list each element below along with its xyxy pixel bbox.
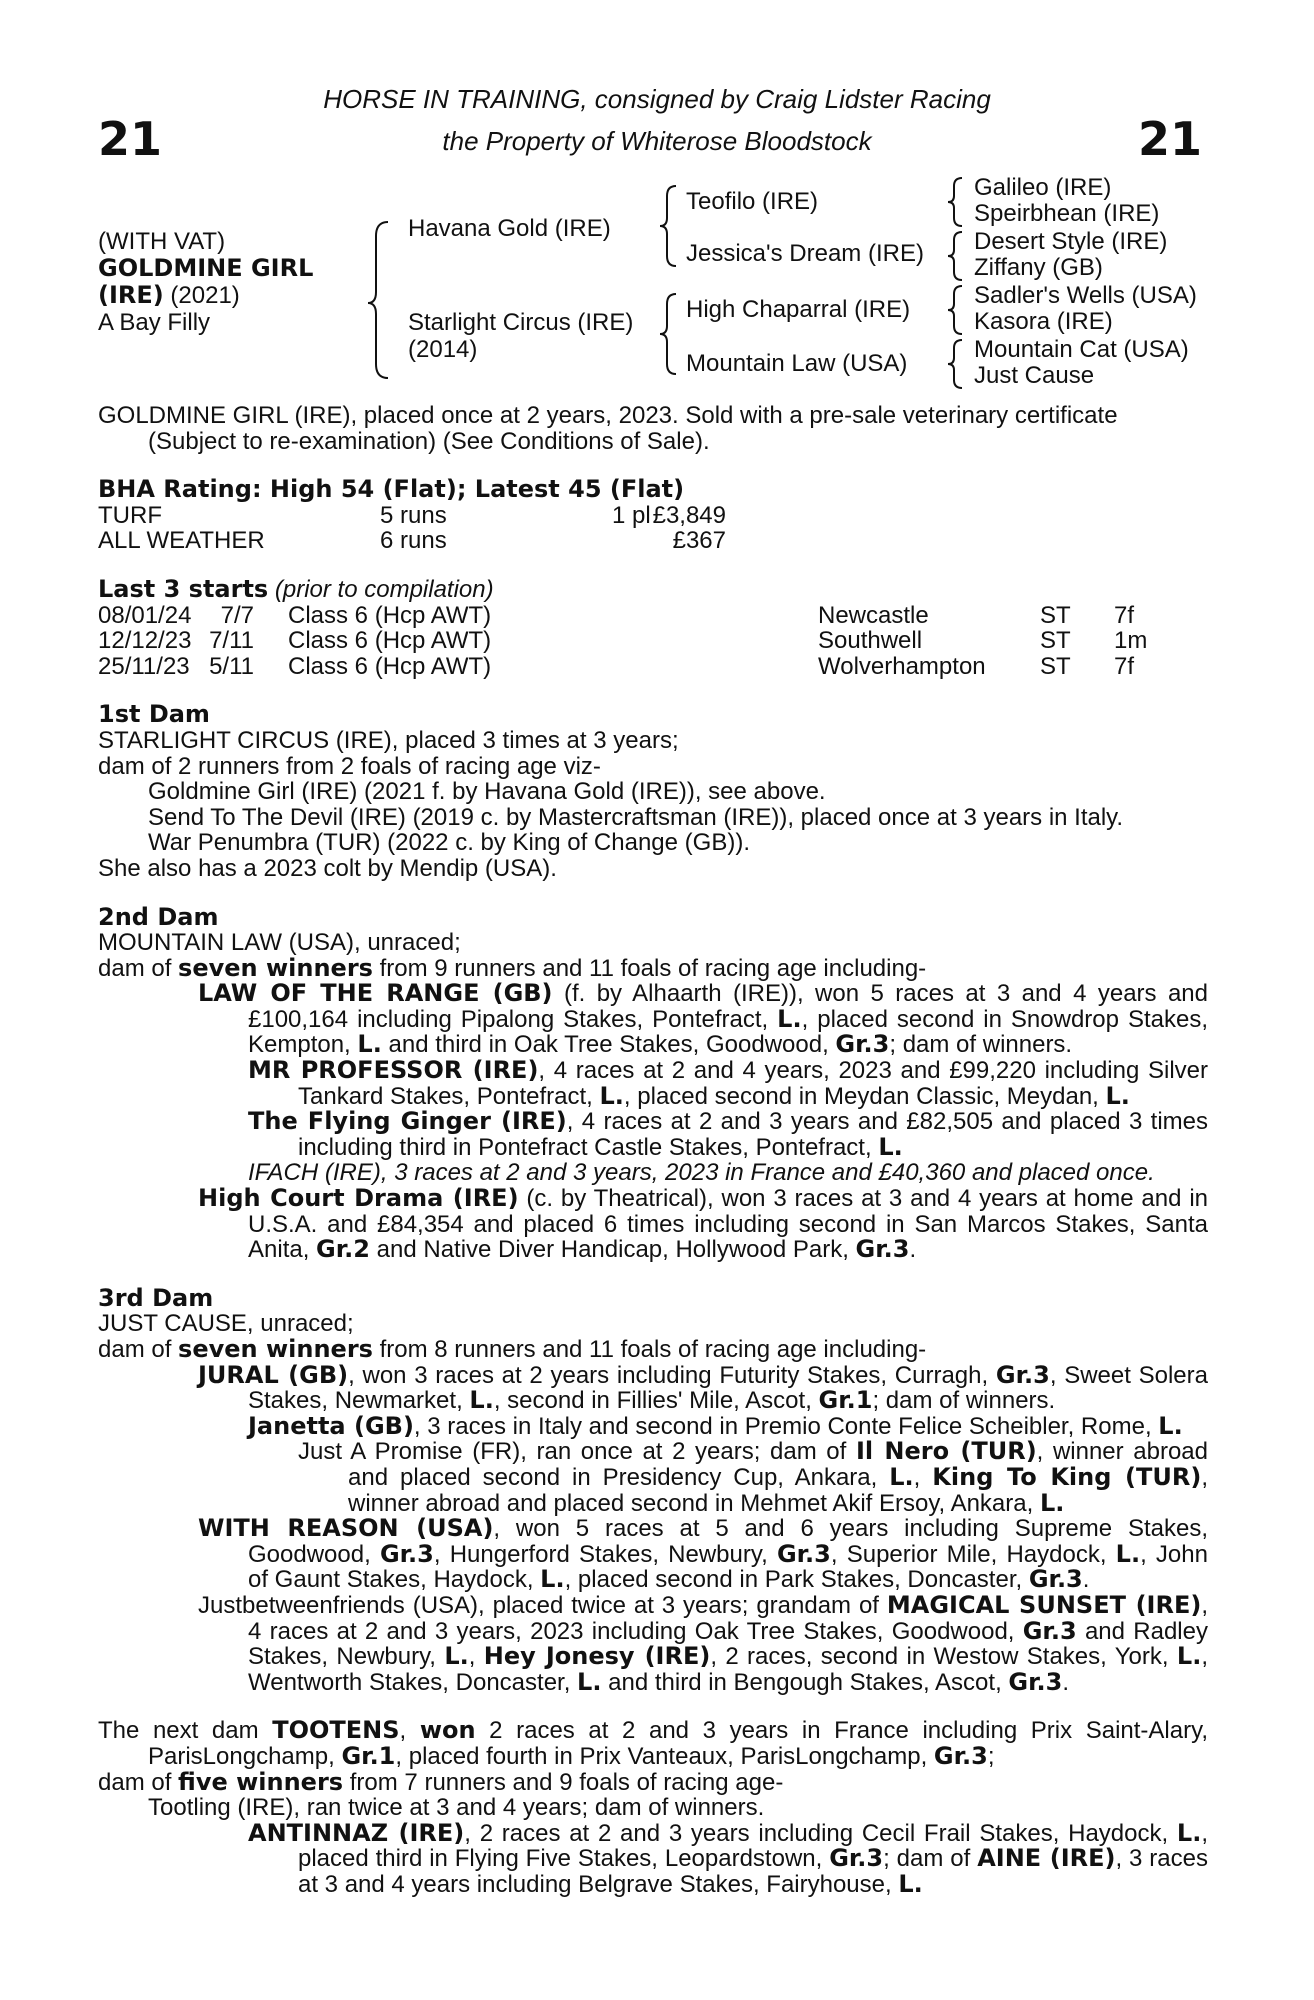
lot-number-left: 21 [98, 112, 163, 166]
pedigree-dam-year: (2014) [408, 336, 478, 363]
rating-row-aw: ALL WEATHER 6 runs £367 [98, 527, 726, 555]
pedigree-ggp-1: Galileo (IRE) [974, 174, 1112, 201]
pedigree-ggp-7: Mountain Cat (USA) [974, 336, 1189, 363]
horse-description: A Bay Filly [98, 309, 211, 336]
summary-line2: (Subject to re-examination) (See Conditions of Sale). [148, 427, 710, 455]
dam1-line1: STARLIGHT CIRCUS (IRE), placed 3 times at 3 years; [98, 726, 679, 754]
pedigree-ggp-8: Just Cause [974, 362, 1095, 389]
dam2-ifach: IFACH (IRE), 3 races at 2 and 3 years, 2023 in France and £40,360 and placed once. [248, 1159, 1155, 1187]
pedigree-sire-dam: Jessica's Dream (IRE) [686, 240, 924, 267]
dam2-high-court-drama: High Court Drama (IRE) (c. by Theatrical), won 3 races at 3 and 4 years at home and in U.S.A. and £84,354 and placed 6 times including second in San Marcos Stakes, Santa Anita, Gr.2 and Native Diver Handicap, Hollywood Park, Gr.3. [198, 1184, 1208, 1264]
dam3-jural: JURAL (GB), won 3 races at 2 years including Futurity Stakes, Curragh, Gr.3, Sweet Solera Stakes, Newmarket, L., second in Fillies' Mile, Ascot, Gr.1; dam of winners. [198, 1360, 1208, 1415]
pedigree-ggp-5: Sadler's Wells (USA) [974, 282, 1197, 309]
pedigree-ggp-3: Desert Style (IRE) [974, 228, 1168, 255]
pedigree-ggp-2: Speirbhean (IRE) [974, 200, 1160, 227]
dam3-justbetweenfriends: Justbetweenfriends (USA), placed twice at 3 years; grandam of MAGICAL SUNSET (IRE), 4 races at 2 and 3 years, 2023 including Oak Tree Stakes, Goodwood, Gr.3 and Radley Stakes, Newbury, L., Hey Jonesy (IRE), 2 races, second in Westow Stakes, York, L., Wentworth Stakes, Doncaster, L. and third in Bengough Stakes, Ascot, Gr.3. [198, 1590, 1209, 1696]
dam3-janetta: Janetta (GB), 3 races in Italy and second in Premio Conte Felice Scheibler, Rome, L. [248, 1411, 1183, 1440]
dam2-line2: dam of seven winners from 9 runners and 11 foals of racing age including- [98, 953, 927, 982]
dam1-line3: Goldmine Girl (IRE) (2021 f. by Havana Gold (IRE)), see above. [148, 778, 826, 806]
dam2-title: 2nd Dam [98, 902, 219, 931]
horse-name: GOLDMINE GIRL [98, 254, 314, 282]
pedigree-dam: Starlight Circus (IRE) [408, 309, 634, 336]
dam2-line1: MOUNTAIN LAW (USA), unraced; [98, 929, 461, 957]
pedigree-ggp-4: Ziffany (GB) [974, 254, 1103, 281]
dam1-line5: War Penumbra (TUR) (2022 c. by King of Change (GB)). [148, 829, 750, 857]
vat-label: (WITH VAT) [98, 228, 226, 255]
bha-rating-title: BHA Rating: High 54 (Flat); Latest 45 (Flat) [98, 475, 685, 504]
start-row-3: 25/11/23 5/11 Class 6 (Hcp AWT) Wolverhampton ST 7f [98, 652, 1135, 680]
dam1-line2: dam of 2 runners from 2 foals of racing age viz- [98, 752, 601, 780]
header-property: the Property of Whiterose Bloodstock [442, 126, 872, 156]
dam1-line4: Send To The Devil (IRE) (2019 c. by Mastercraftsman (IRE)), placed once at 3 years in Italy. [148, 803, 1124, 831]
dam3-just-a-promise: Just A Promise (FR), ran once at 2 years; dam of Il Nero (TUR), winner abroad and placed second in Presidency Cup, Ankara, L., King To King (TUR), winner abroad and placed second in Mehmet Akif Ersoy, Ankara, L. [298, 1437, 1208, 1517]
pedigree-sire-sire: Teofilo (IRE) [686, 188, 819, 215]
last-starts-title: Last 3 starts (prior to compilation) [98, 574, 494, 603]
header-consignor: HORSE IN TRAINING, consigned by Craig Lidster Racing [323, 84, 991, 114]
next-dam-tootling: Tootling (IRE), ran twice at 3 and 4 years; dam of winners. [148, 1794, 765, 1822]
dam2-mr-professor: MR PROFESSOR (IRE), 4 races at 2 and 4 years, 2023 and £99,220 including Silver Tankard Stakes, Pontefract, L., placed second in Meydan Classic, Meydan, L. [248, 1056, 1208, 1110]
next-dam-tootens: The next dam TOOTENS, won 2 races at 2 and 3 years in France including Prix Saint-Alary, ParisLongchamp, Gr.1, placed fourth in Prix Vanteaux, ParisLongchamp, Gr.3; [98, 1716, 1208, 1770]
start-row-2: 12/12/23 7/11 Class 6 (Hcp AWT) Southwell ST 1m [98, 627, 1148, 655]
dam1-line6: She also has a 2023 colt by Mendip (USA). [98, 854, 557, 882]
catalogue-body [98, 403, 1208, 1897]
dam3-with-reason: WITH REASON (USA), won 5 races at 5 and 6 years including Supreme Stakes, Goodwood, Gr.3, Hungerford Stakes, Newbury, Gr.3, Superior Mile, Haydock, L., John of Gaunt Stakes, Haydock, L., placed second in Park Stakes, Doncaster, Gr.3. [198, 1514, 1208, 1594]
dam2-flying-ginger: The Flying Ginger (IRE), 4 races at 2 and 3 years and £82,505 and placed 3 times including third in Pontefract Castle Stakes, Pontefract, L. [248, 1107, 1209, 1161]
next-dam-antinnaz: ANTINNAZ (IRE), 2 races at 2 and 3 years including Cecil Frail Stakes, Haydock, L., placed third in Flying Five Stakes, Leopardstown, Gr.3; dam of AINE (IRE), 3 races at 3 and 4 years including Belgrave Stakes, Fairyhouse, L. [248, 1818, 1208, 1898]
next-dam-line2: dam of five winners from 7 runners and 9 foals of racing age- [98, 1767, 784, 1796]
summary-line1: GOLDMINE GIRL (IRE), placed once at 2 years, 2023. Sold with a pre-sale veterinary certificate [98, 402, 1118, 429]
dam3-line2: dam of seven winners from 8 runners and 11 foals of racing age including- [98, 1335, 927, 1363]
horse-name-line2: (IRE) (2021) [98, 281, 240, 309]
dam2-law-of-the-range: LAW OF THE RANGE (GB) (f. by Alhaarth (IRE)), won 5 races at 3 and 4 years and £100,164 including Pipalong Stakes, Pontefract, L., placed second in Snowdrop Stakes, Kempton, L. and third in Oak Tree Stakes, Goodwood, Gr.3; dam of winners. [198, 979, 1209, 1059]
rating-row-turf: TURF 5 runs 1 pl £3,849 [98, 501, 726, 529]
dam1-title: 1st Dam [98, 700, 210, 729]
start-row-1: 08/01/24 7/7 Class 6 (Hcp AWT) Newcastle ST 7f [98, 601, 1135, 629]
dam3-line1: JUST CAUSE, unraced; [98, 1310, 354, 1338]
pedigree-ggp-6: Kasora (IRE) [974, 308, 1113, 335]
dam3-title: 3rd Dam [98, 1283, 214, 1312]
lot-number-right: 21 [1137, 112, 1202, 166]
pedigree-sire: Havana Gold (IRE) [408, 215, 611, 242]
pedigree-dam-sire: High Chaparral (IRE) [686, 296, 911, 323]
pedigree-dam-dam: Mountain Law (USA) [686, 350, 908, 377]
